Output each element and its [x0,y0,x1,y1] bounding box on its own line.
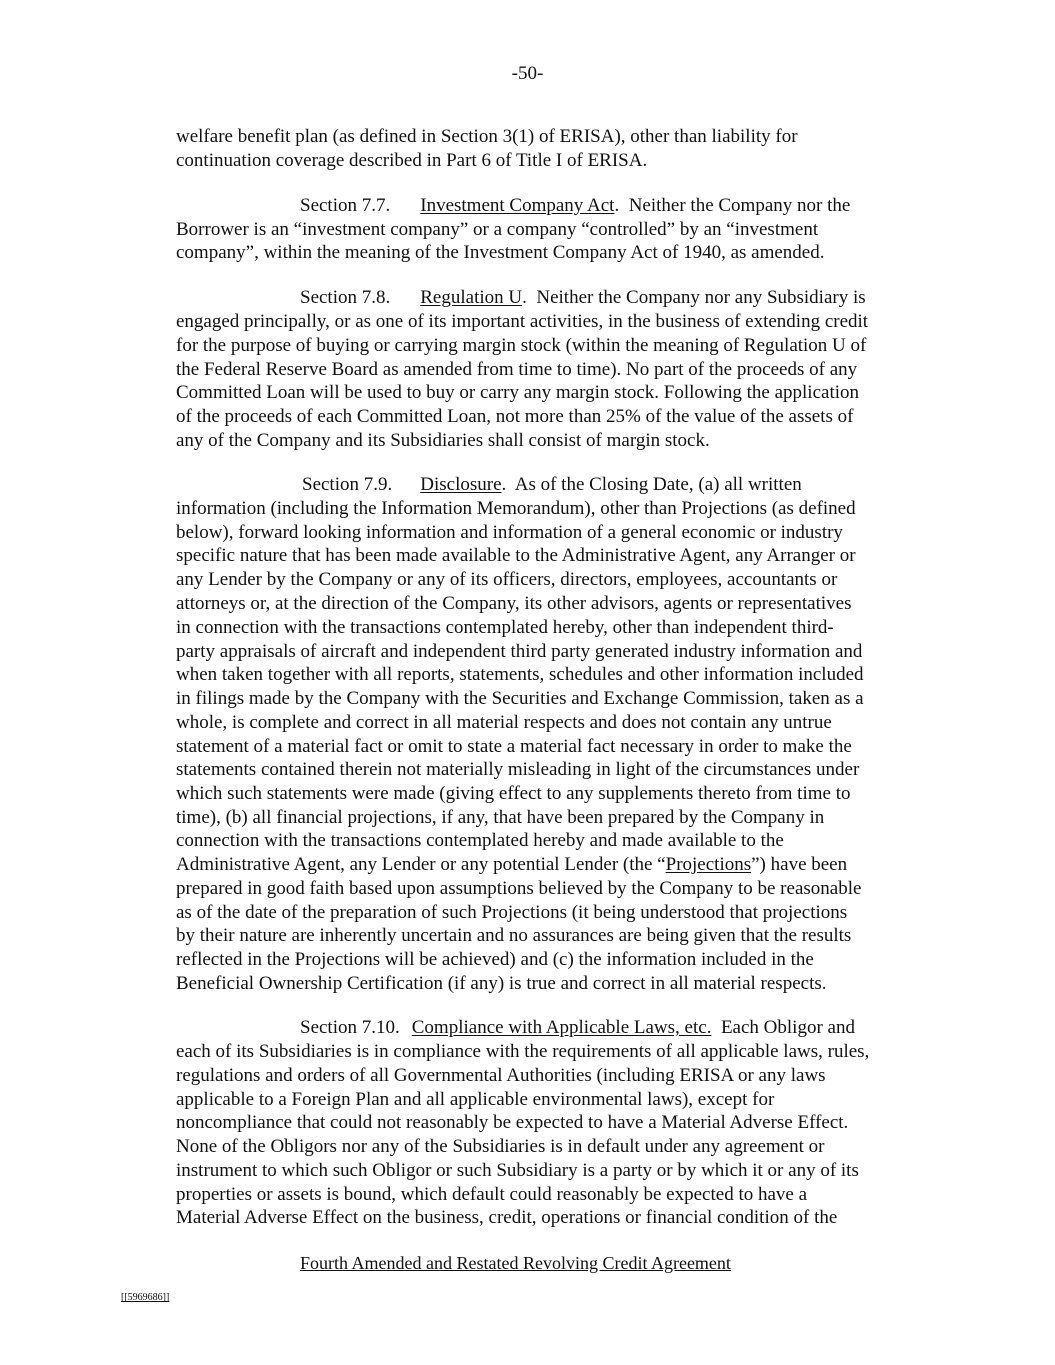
text-line: party appraisals of aircraft and independent third party generated industry information and [176,641,863,662]
text-line: company”, within the meaning of the Investment Company Act of 1940, as amended. [176,242,825,263]
text-line: applicable to a Foreign Plan and all applicable environmental laws), except for [176,1089,775,1110]
text-line: when taken together with all reports, statements, schedules and other information included [176,664,864,685]
text-line: Borrower is an “investment company” or a company “controlled” by an “investment [176,219,819,240]
text-span: Administrative Agent, any Lender or any potential Lender (the “ [176,854,666,875]
text-line: each of its Subsidiaries is in compliance with the requirements of all applicable laws, rules, [176,1041,870,1062]
text-line: of the proceeds of each Committed Loan, not more than 25% of the value of the assets of [176,406,854,427]
text-line: as of the date of the preparation of such Projections (it being understood that projections [176,902,848,923]
text-line: for the purpose of buying or carrying margin stock (within the meaning of Regulation U of [176,335,867,356]
text-line: statements contained therein not materially misleading in light of the circumstances under [176,759,860,780]
footer-document-id: [[5969686]] [121,1292,170,1303]
footer-document-title: Fourth Amended and Restated Revolving Credit Agreement [300,1253,731,1273]
text-line: prepared in good faith based upon assumptions believed by the Company to be reasonable [176,878,862,899]
text-line: None of the Obligors nor any of the Subsidiaries is in default under any agreement or [176,1136,825,1157]
text-line: whole, is complete and correct in all material respects and does not contain any untrue [176,712,832,733]
text-line: instrument to which such Obligor or such Subsidiary is a party or by which it or any of its [176,1160,859,1181]
text-line: information (including the Information Memorandum), other than Projections (as defined [176,498,856,519]
text-line: which such statements were made (giving effect to any supplements thereto from time to [176,783,851,804]
section-title: Regulation U [420,287,523,308]
text-line: Committed Loan will be used to buy or carry any margin stock. Following the application [176,382,859,403]
section-title: Investment Company Act [420,195,615,216]
section-number: Section 7.9. [302,474,393,495]
text-line: in connection with the transactions contemplated hereby, other than independent third- [176,617,834,638]
section-title: Disclosure [420,474,502,495]
text-line: attorneys or, at the direction of the Company, its other advisors, agents or representatives [176,593,852,614]
text-line: Material Adverse Effect on the business, credit, operations or financial condition of the [176,1207,838,1228]
text-line: any of the Company and its Subsidiaries shall consist of margin stock. [176,430,710,451]
text-line: specific nature that has been made available to the Administrative Agent, any Arranger or [176,545,856,566]
section-number: Section 7.10. [300,1017,400,1038]
text-line: continuation coverage described in Part 6 of Title I of ERISA. [176,150,648,171]
text-line: by their nature are inherently uncertain and no assurances are being given that the results [176,925,852,946]
section-number: Section 7.8. [300,287,391,308]
section-number: Section 7.7. [300,195,391,216]
section-heading-line [300,1016,855,1040]
section-heading-line [300,194,850,218]
text-line: reflected in the Projections will be achieved) and (c) the information included in the [176,949,814,970]
section-heading-line [302,473,802,497]
text-line: Beneficial Ownership Certification (if any) is true and correct in all material respects. [176,973,827,994]
text-line: in filings made by the Company with the Securities and Exchange Commission, taken as a [176,688,864,709]
text-line: noncompliance that could not reasonably be expected to have a Material Adverse Effect. [176,1112,849,1133]
text-line: engaged principally, or as one of its important activities, in the business of extending credit [176,311,869,332]
page-number: -50- [511,63,544,84]
text-line: the Federal Reserve Board as amended from time to time). No part of the proceeds of any [176,359,858,380]
text-line: below), forward looking information and information of a general economic or industry [176,522,843,543]
text-line: welfare benefit plan (as defined in Section 3(1) of ERISA), other than liability for [176,126,798,147]
text-line: statement of a material fact or omit to state a material fact necessary in order to make the [176,736,852,757]
section-heading-line [300,286,866,310]
text-line: any Lender by the Company or any of its officers, directors, employees, accountants or [176,569,838,590]
defined-term-projections: Projections [665,854,752,875]
text-line: connection with the transactions contemplated hereby and made available to the [176,830,784,851]
text-span: . Neither the Company nor any Subsidiary is [522,287,866,308]
section-title: Compliance with Applicable Laws, etc. [411,1017,712,1038]
text-span: . As of the Closing Date, (a) all written [501,474,802,495]
text-span: . Neither the Company nor the [614,195,851,216]
text-line: regulations and orders of all Governmental Authorities (including ERISA or any laws [176,1065,826,1086]
text-line [176,853,847,877]
text-line: properties or assets is bound, which default could reasonably be expected to have a [176,1184,808,1205]
text-line: time), (b) all financial projections, if any, that have been prepared by the Company in [176,807,825,828]
text-span: Each Obligor and [711,1017,855,1038]
text-span: ”) have been [751,854,848,875]
